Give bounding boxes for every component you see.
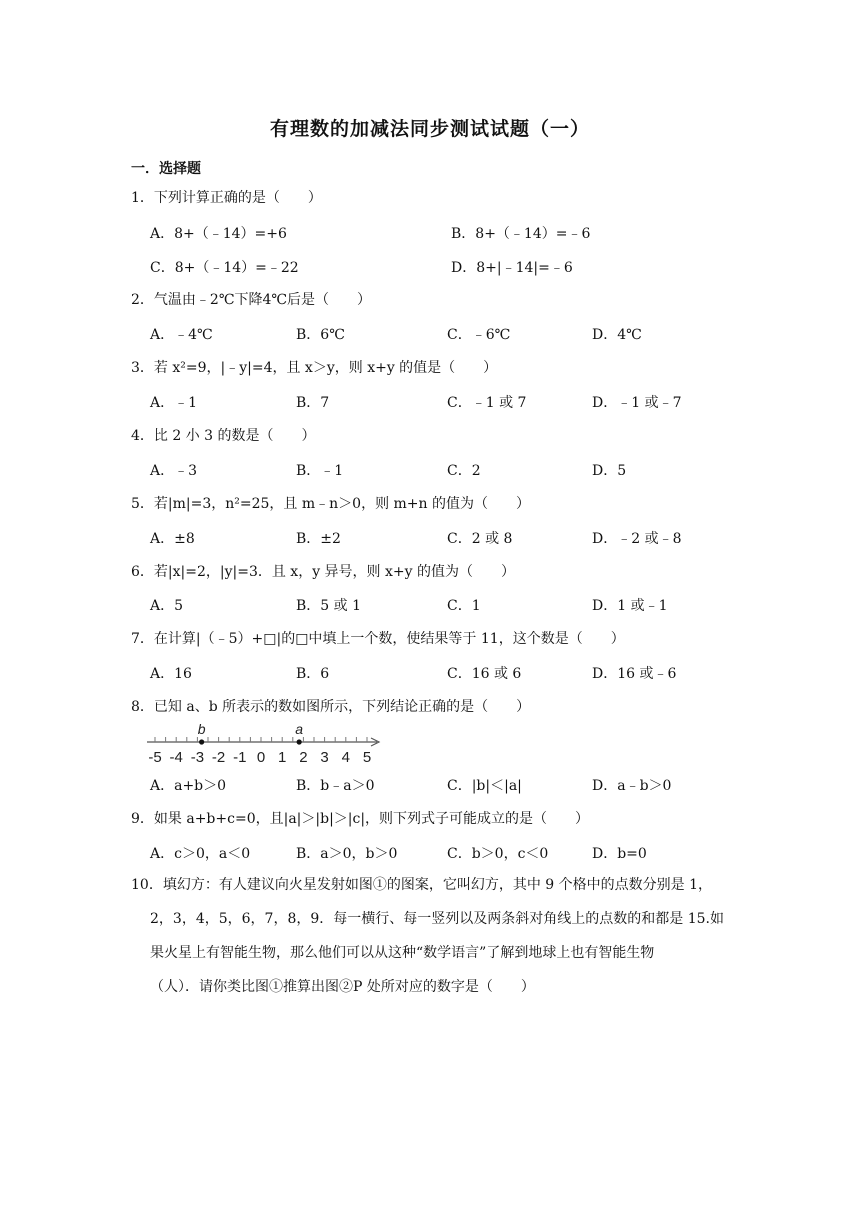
question-3-option-c: C．﹣1 或 7 (447, 395, 527, 411)
number-line-figure (145, 722, 385, 770)
question-4-option-a: A．﹣3 (150, 463, 198, 479)
question-6-option-c: C．1 (447, 598, 481, 614)
question-2-stem: 2．气温由﹣2℃下降4℃后是（ ） (131, 292, 372, 308)
question-3-option-b: B．7 (296, 395, 330, 411)
number-line-tick-label: 2 (299, 749, 308, 766)
question-9-option-c: C．b＞0，c＜0 (447, 846, 549, 862)
question-2-option-a: A．﹣4℃ (150, 327, 213, 343)
section-heading: 一．选择题 (131, 161, 201, 177)
question-2-option-b: B．6℃ (296, 327, 345, 343)
number-line-tick-label: 0 (256, 749, 266, 766)
question-1-stem: 1．下列计算正确的是（ ） (131, 190, 322, 206)
question-9-option-d: D．b=0 (592, 846, 647, 862)
question-8-option-d: D．a﹣b＞0 (592, 778, 672, 794)
point-a-dot (297, 739, 302, 744)
number-line-tick-label: 3 (320, 749, 329, 766)
question-4-option-b: B．﹣1 (296, 463, 344, 479)
question-5-option-c: C．2 或 8 (447, 531, 513, 547)
number-line-tick-label: -4 (169, 749, 183, 766)
question-9-stem: 9．如果 a+b+c=0，且|a|＞|b|＞|c|，则下列式子可能成立的是（ ） (131, 811, 590, 827)
question-5-option-b: B．±2 (296, 531, 341, 547)
question-6-option-d: D．1 或﹣1 (592, 598, 668, 614)
number-line-tick-label: 1 (278, 749, 287, 766)
question-6-option-b: B．5 或 1 (296, 598, 362, 614)
question-2-option-c: C．﹣6℃ (447, 327, 511, 343)
question-1-option-b: B．8+（﹣14）=﹣6 (451, 226, 591, 242)
number-line-tick-label: -5 (148, 749, 162, 766)
question-10-line-2: 2，3，4，5，6，7，8，9．每一横行、每一竖列以及两条斜对角线上的点数的和都是 15.如 (150, 911, 724, 927)
question-4-stem: 4．比 2 小 3 的数是（ ） (131, 428, 316, 444)
question-6-stem: 6．若|x|=2，|y|=3．且 x，y 异号，则 x+y 的值为（ ） (131, 564, 515, 580)
question-7-stem: 7．在计算|（﹣5）+□|的□中填上一个数，使结果等于 11，这个数是（ ） (131, 631, 625, 647)
point-a-label: a (295, 722, 304, 737)
question-3-stem: 3．若 x²=9，|﹣y|=4，且 x＞y，则 x+y 的值是（ ） (131, 360, 498, 376)
question-9-option-a: A．c＞0，a＜0 (150, 846, 251, 862)
number-line-svg (145, 722, 385, 766)
question-7-option-a: A．16 (150, 666, 192, 682)
question-10-line-1: 10．填幻方：有人建议向火星发射如图①的图案，它叫幻方，其中 9 个格中的点数分别是 1， (131, 877, 712, 893)
question-5-option-a: A．±8 (150, 531, 195, 547)
question-8-option-b: B．b﹣a＞0 (296, 778, 375, 794)
question-3-option-d: D．﹣1 或﹣7 (592, 395, 682, 411)
number-line-tick-label: -1 (233, 749, 247, 766)
question-7-option-d: D．16 或﹣6 (592, 666, 677, 682)
question-2-option-d: D．4℃ (592, 327, 642, 343)
question-9-option-b: B．a＞0，b＞0 (296, 846, 398, 862)
question-4-option-d: D．5 (592, 463, 627, 479)
question-1-option-d: D．8+|﹣14|=﹣6 (451, 260, 573, 276)
question-4-option-c: C．2 (447, 463, 481, 479)
number-line-tick-label: 4 (341, 749, 350, 766)
question-1-option-a: A．8+（﹣14）=+6 (150, 226, 287, 242)
question-1-option-c: C．8+（﹣14）=﹣22 (150, 260, 299, 276)
number-line-tick-label: -3 (190, 749, 205, 766)
question-3-option-a: A．﹣1 (150, 395, 198, 411)
question-7-option-c: C．16 或 6 (447, 666, 522, 682)
number-line-tick-label: 5 (362, 749, 372, 766)
question-5-option-d: D．﹣2 或﹣8 (592, 531, 682, 547)
question-8-stem: 8．已知 a、b 所表示的数如图所示，下列结论正确的是（ ） (131, 699, 531, 715)
question-8-option-c: C．|b|＜|a| (447, 778, 522, 794)
page-title: 有理数的加减法同步测试试题（一） (269, 118, 590, 140)
question-10-line-4: （人）．请你类比图①推算出图②P 处所对应的数字是（ ） (150, 979, 535, 995)
number-line-tick-label: -2 (211, 749, 226, 766)
question-6-option-a: A．5 (150, 598, 184, 614)
question-10-line-3: 果火星上有智能生物，那么他们可以从这种“数学语言”了解到地球上也有智能生物 (150, 945, 655, 961)
question-5-stem: 5．若|m|=3，n²=25，且 m﹣n＞0，则 m+n 的值为（ ） (131, 496, 530, 512)
point-b-label: b (197, 722, 206, 737)
question-8-option-a: A．a+b＞0 (150, 778, 227, 794)
point-b-dot (199, 739, 204, 744)
question-7-option-b: B．6 (296, 666, 330, 682)
